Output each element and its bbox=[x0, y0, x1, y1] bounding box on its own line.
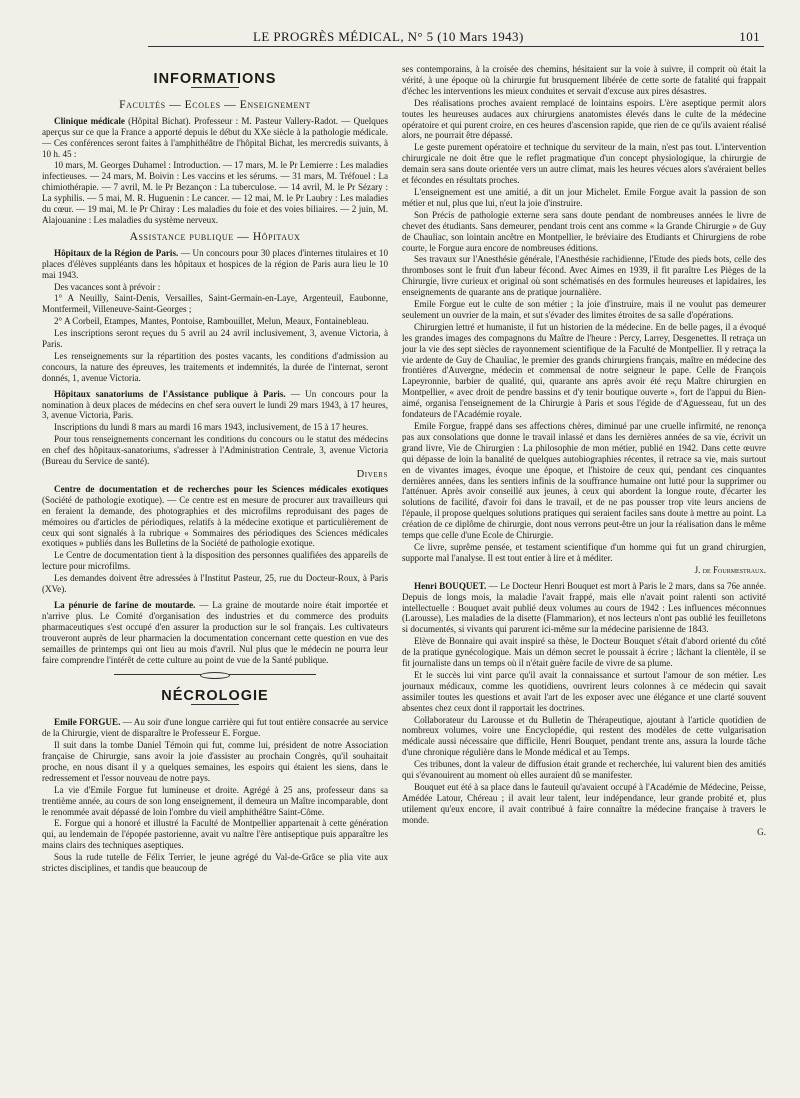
hopitaux-lead: Hôpitaux de la Région de Paris. bbox=[54, 247, 179, 258]
forgue-lead: Emile FORGUE. bbox=[54, 717, 121, 728]
assistance-heading: Assistance publique — Hôpitaux bbox=[129, 230, 301, 243]
page-number: 101 bbox=[739, 29, 760, 44]
sanat-renseignements: Pour tous renseignements concernant les conditions du concours ou le statut des médecins en chef des hôpitaux-sanatoriums, s'adresser à l'Administration Centrale, 3, avenue Victoria (Bureau du Service de santé). bbox=[42, 434, 388, 467]
centre-demandes: Les demandes doivent être adressées à l'Institut Pasteur, 25, rue du Docteur-Roux, à Paris (XVe). bbox=[42, 573, 388, 595]
hopitaux-v2: 2° A Corbeil, Etampes, Mantes, Pontoise, Rambouillet, Melun, Meaux, Fontainebleau. bbox=[54, 316, 369, 327]
forgue-cont-p3: Le geste purement opératoire et technique du serviteur de la main, n'est pas tout. L'intervention chirurgicale ne doit être que le reflet pragmatique d'un concept physiologique, la chirurgie de demain sera sans doute orientée vers un autre climat, mais les heures vécues alors s'avéraient belles et fécondes en résultats proches. bbox=[402, 142, 766, 186]
forgue-cont-p10: Ce livre, suprême pensée, et testament scientifique d'un homme qui fut un grand chirurgien, supporte mal l'analyse. Il est tout entier à lire et à méditer. bbox=[402, 541, 766, 563]
forgue-cont-p6: Ses travaux sur l'Anesthésie générale, l'Anesthésie rachidienne, l'Etude des pieds bots, celle des thromboses sont le fruit d'un labeur fécond. Avec Aimes en 1939, il fit paraître Les Pièges de la Chirurgie, livre curieux et original où sont schématisés en des formules heureuses et lapidaires, les enseignements de quarante ans de pratique journalière. bbox=[402, 254, 766, 298]
penurie-lead: La pénurie de farine de moutarde. bbox=[54, 599, 196, 610]
divers-heading: Divers bbox=[356, 469, 388, 480]
forgue-cont-p9: Emile Forgue, frappé dans ses affections chères, diminué par une cruelle infirmité, ne renonça pas aux consolations que donne le travail inlassé et dans les dernières années de sa vie, écrivit un grand livre, Vie de Chirurgien : La philosophie de mon métier, publié en 1942. Dans cette œuvre qui dépasse de loin la banalité de quelques autobiographies récentes, il retrace sa vie, mais surtout en de vivantes images, évoque une époque, et l'histoire de ceux qui, pendant ces cinquantes dernières années, dans les sentiers infinis de la souffrance humaine ont lutté pour la supprimer ou l'atténuer. Après avoir conseillé aux jeunes, à ceux qui abordent la longue route, d'écarter les solutions de facilité, d'avoir foi dans le travail, et de ne pas pousser trop vite leurs anciens de l'épaule, il propose quelques solutions pratiques qui seraient faciles sans doute à mettre au point. La création de ce diplôme de chirurgie, dont nous verrons peut-être un jour la réalisation dans le même temps que celle d'une Ecole de Chirurgie. bbox=[402, 421, 766, 541]
hopitaux-inscriptions: Les inscriptions seront reçues du 5 avril au 24 avril inclusivement, 3, avenue Victoria, à Paris. bbox=[42, 328, 388, 350]
forgue-cont-p4: L'enseignement est une amitié, a dit un jour Michelet. Emile Forgue avait la passion de son métier et nul, plus que lui, n'eut la joie d'instruire. bbox=[402, 186, 766, 208]
forgue-p4: E. Forgue qui a honoré et illustré la Faculté de Montpellier appartenait à cette génération qui, au lendemain de l'épopée pastorienne, avait vu naître l'ère antiseptique puis apparaître les mains clairs des techniques aseptiques. bbox=[42, 818, 388, 851]
facultes-heading: Facultés — Ecoles — Enseignement bbox=[119, 98, 311, 111]
running-header bbox=[148, 28, 764, 47]
forgue-p2: Il suit dans la tombe Daniel Témoin qui fut, comme lui, président de notre Association française de Chirurgie, sans avoir la joie d'assister au prochain Congrès, qu'il souhaitait proche, en nous disant il y a quelques semaines, les espoirs qui étaient les siens, dans le redressement et l'essor nouveau de notre pays. bbox=[42, 740, 388, 783]
right-column bbox=[402, 64, 766, 838]
forgue-cont-p8: Chirurgien lettré et humaniste, il fut un historien de la médecine. En de belle pages, il a évoqué les grandes images des compagnons du Maître de l'heure : Percy, Larrey, Desgenettes. Il retraça un jour la vie des sept siècles de rayonnement scientifique de la Faculté de Montpellier. Il y retraça la vie ardente de Guy de Chauliac, le premier des grands chirurgiens français, maître en médecine des frontières d'Auvergne, médecin et commensal de notre seigneur le pape. Celle de François Lapeyronnie, barbier de qualité, qui, quarante ans après avoir été reçu Maître chirurgien en Montpellier, « avec droit de pendre bassins et d'y tenir boutique ouverte », fort de l'appui du Bien-aimé, organisa l'enseignement de la Chirurgie à Paris et sous l'égide de d'Aguesseau, fut un des fondateurs de l'Académie royale. bbox=[402, 321, 766, 420]
left-column bbox=[42, 60, 388, 875]
sanat-lead: Hôpitaux sanatoriums de l'Assistance publique à Paris. bbox=[54, 388, 286, 399]
signature-g: G. bbox=[757, 826, 766, 837]
centre-lead: Centre de documentation et de recherches pour les Sciences médicales exotiques bbox=[54, 483, 388, 494]
title-rule bbox=[191, 87, 239, 88]
bouquet-lead: Henri BOUQUET. bbox=[414, 580, 487, 591]
forgue-p1: — Au soir d'une longue carrière qui fut tout entière consacrée au service de la Chirurgie, vient de disparaître le Professeur E. Forgue. bbox=[42, 717, 388, 739]
forgue-cont-p7: Emile Forgue eut le culte de son métier ; la joie d'instruire, mais il ne voulut pas demeurer seulement un ouvrier de la main, et sut s'évader des limites étroites de sa salle d'opérations. bbox=[402, 299, 766, 320]
clinique-list: 10 mars, M. Georges Duhamel : Introduction. — 17 mars, M. le Pr Lemierre : Les maladies infectieuses. — 24 mars, M. Boivin : Les vaccins et les sérums. — 31 mars, M. Tréfouel : La chimiothérapie. — 7 avril, M. le Pr Bezançon : La tuberculose. — 14 avril, M. le Pr Sézary : La syphilis. — 5 mai, M. R. Huguenin : Le cancer. — 12 mai, M. le Pr Laubry : Les maladies du cœur. — 19 mai, M. le Pr Chiray : Les maladies du foie et des voies biliaires. — 2 juin, M. Alajouanine : Les maladies du système nerveux. bbox=[42, 160, 388, 225]
centre-text: (Société de pathologie exotique). — Ce centre est en mesure de procurer aux travailleurs qui en feraient la demande, des photographies et des microfilms reproduisant des pages de mémoires ou d'articles de périodiques, relatifs à la médecine exotique et particulièrement de ceux qui sont signalés à la rubrique « Sommaires des périodiques des Sciences médicales exotiques » publiés dans les Bulletins de la Société de pathologie exotique. bbox=[42, 494, 388, 549]
hopitaux-vacances: Des vacances sont à prévoir : bbox=[54, 281, 161, 292]
forgue-cont-p5: Son Précis de pathologie externe sera sans doute pendant de nombreuses années le livre de chevet des étudiants. Sans demeurer, pendant trois cent ans comme « la Grande Chirurgie » de Guy de Chauliac, son lointain ancêtre en Montpellier, le bréviaire des Etudiants et Chirurgiens de robe courte, le Forgue aura encore de nombreuses éditions. bbox=[402, 209, 766, 253]
section-separator bbox=[42, 671, 388, 677]
sanat-text: — Un concours pour la nomination à deux places de médecins en chef sera ouvert le lundi 29 mars 1943, à 17 heures, 3, avenue Victoria, Paris. bbox=[42, 388, 388, 421]
clinique-text: (Hôpital Bichat). Professeur : M. Pasteur Vallery-Radot. — Quelques aperçus sur ce que la France a apporté depuis le début du XXe siècle à la pathologie médicale. — Ces conférences seront faites à l'amphithéâtre de l'hôpital Bichat, les mercredis suivants, à 10 h. 45 : bbox=[42, 115, 388, 159]
bouquet-p5: Ces tribunes, dont la valeur de diffusion était grande et recherchée, lui valurent bien des amitiés qui s'évanouirent au moment où elles auraient dû se manifester. bbox=[402, 759, 766, 781]
centre-dispo: Le Centre de documentation tient à la disposition des personnes qualifiées des appareils de lecture pour microfilms. bbox=[42, 550, 388, 572]
forgue-cont-p2: Des réalisations proches avaient remplacé de lointains espoirs. L'ère aseptique permit alors toutes les heureuses audaces aux chirurgiens anatomistes élevés dans le culte de la médecine opératoire et qui purent croire, en ces heures d'ascension rapide, que rien de ce qu'ils avaient réalisé alors, ne pourrait être dépassé. bbox=[402, 97, 766, 141]
hopitaux-text: — Un concours pour 30 places d'internes titulaires et 10 places d'élèves suppléants dans les hôpitaux et hospices de la région de Paris aura lieu le 10 mai 1943. bbox=[42, 247, 388, 280]
penurie-text: — La graine de moutarde noire était importée et n'arrive plus. Le Comité d'organisation des industries et du commerce des produits pharmaceutiques s'est occupé d'en assurer la production sur le sol français. Les cultivateurs trouveront auprès de leur pharmacien la documentation concernant cette question en vue des semailles de printemps qui ont lieu au mois d'avril. Nul plus que le médecin ne pourra leur faire comprendre l'intérêt de cette culture au point de vue de la Santé publique. bbox=[42, 599, 388, 665]
bouquet-p1: — Le Docteur Henri Bouquet est mort à Paris le 2 mars, dans sa 76e année. Depuis de longs mois, la maladie l'avait frappé, mais elle n'avait point ralenti son activité intellectuelle : Bouquet avait publié deux volumes au cours de 1942 : Les influences méconnues (Larousse), Les maladies de la disette (Flammarion), et nos lecteurs n'ont pas oublié les feuilletons si documentés, si vivants qui parurent ici-même sur la médecine parisienne de 1843. bbox=[402, 580, 766, 635]
forgue-cont-p1: ses contemporains, à la croisée des chemins, hésitaient sur la voie à suivre, il comprit où était la vérité, à une époque où la chirurgie fut brusquement libérée de cette sorte de fatalité qui frappait d'échec les interventions les mieux conduites et servait d'excuse aux pires désastres. bbox=[402, 64, 766, 96]
necrologie-title: NÉCROLOGIE bbox=[161, 688, 269, 705]
title-rule-2 bbox=[191, 704, 239, 705]
bouquet-p4: Collaborateur du Larousse et du Bulletin de Thérapeutique, ajoutant à l'article quotidien de nombreux volumes, voire une Encyclopédie, qui restent des modèles de cette vulgarisation médicale aussi nécessaire que difficile, Henri Bouquet, pendant trente ans, assura la lourde tâche d'une chronique régulière dans le Monde médical et au Temps. bbox=[402, 714, 766, 758]
bouquet-p3: Et le succès lui vint parce qu'il avait la connaissance et surtout l'amour de son métier. Les journaux médicaux, comme les quotidiens, ouvrirent leurs colonnes à ce médecin qui savait assimiler toutes les questions et avait l'art de les exposer avec une élégance et une clarté souvent absentes chez ceux dont il rapportait les doctrines. bbox=[402, 669, 766, 713]
informations-title: INFORMATIONS bbox=[153, 71, 277, 87]
journal-title: LE PROGRÈS MÉDICAL, N° 5 (10 Mars 1943) bbox=[253, 29, 524, 44]
clinique-lead: Clinique médicale bbox=[54, 115, 125, 126]
hopitaux-renseignements: Les renseignements sur la répartition des postes vacants, les conditions d'admission au concours, la nature des épreuves, les traitements et indemnités, la durée de l'internat, seront donnés, 1, avenue Victoria. bbox=[42, 350, 388, 383]
hopitaux-v1: 1° A Neuilly, Saint-Denis, Versailles, Saint-Germain-en-Laye, Argenteuil, Eaubonne, Montfermeil, Villeneuve-Saint-Georges ; bbox=[42, 293, 388, 315]
bouquet-p2: Elève de Bonnaire qui avait inspiré sa thèse, le Docteur Bouquet s'était d'abord orienté du côté de la pratique gynécologique. Mais un démon secret le poussait à écrire ; lâchant la clientèle, il se fit journaliste dans un temps où il n'était guère facile de vivre de sa plume. bbox=[402, 636, 766, 669]
forgue-p5: Sous la rude tutelle de Félix Terrier, le jeune agrégé du Val-de-Grâce se plia vite aux strictes disciplines, et tandis que beaucoup de bbox=[42, 852, 388, 874]
forgue-p3: La vie d'Emile Forgue fut lumineuse et droite. Agrégé à 25 ans, professeur dans sa trentième année, au cours de son long enseignement, il demeura un Maître incomparable, dont le renommée avait dépassé de loin l'ombre du vieil amphithéâtre Saint-Côme. bbox=[42, 784, 388, 817]
bouquet-p6: Bouquet eut été à sa place dans le fauteuil qu'avaient occupé à l'Académie de Médecine, Peisse, Amédée Latour, Chéreau ; il avait leur talent, leur indépendance, leur grande probité et, plus utilement qu'eux encore, il avait contribué à faire connaître la médecine française à travers le monde. bbox=[402, 782, 766, 825]
sanat-inscriptions: Inscriptions du lundi 8 mars au mardi 16 mars 1943, inclusivement, de 15 à 17 heures. bbox=[54, 422, 369, 433]
signature-fourmestraux: J. de Fourmestraux. bbox=[694, 564, 766, 575]
